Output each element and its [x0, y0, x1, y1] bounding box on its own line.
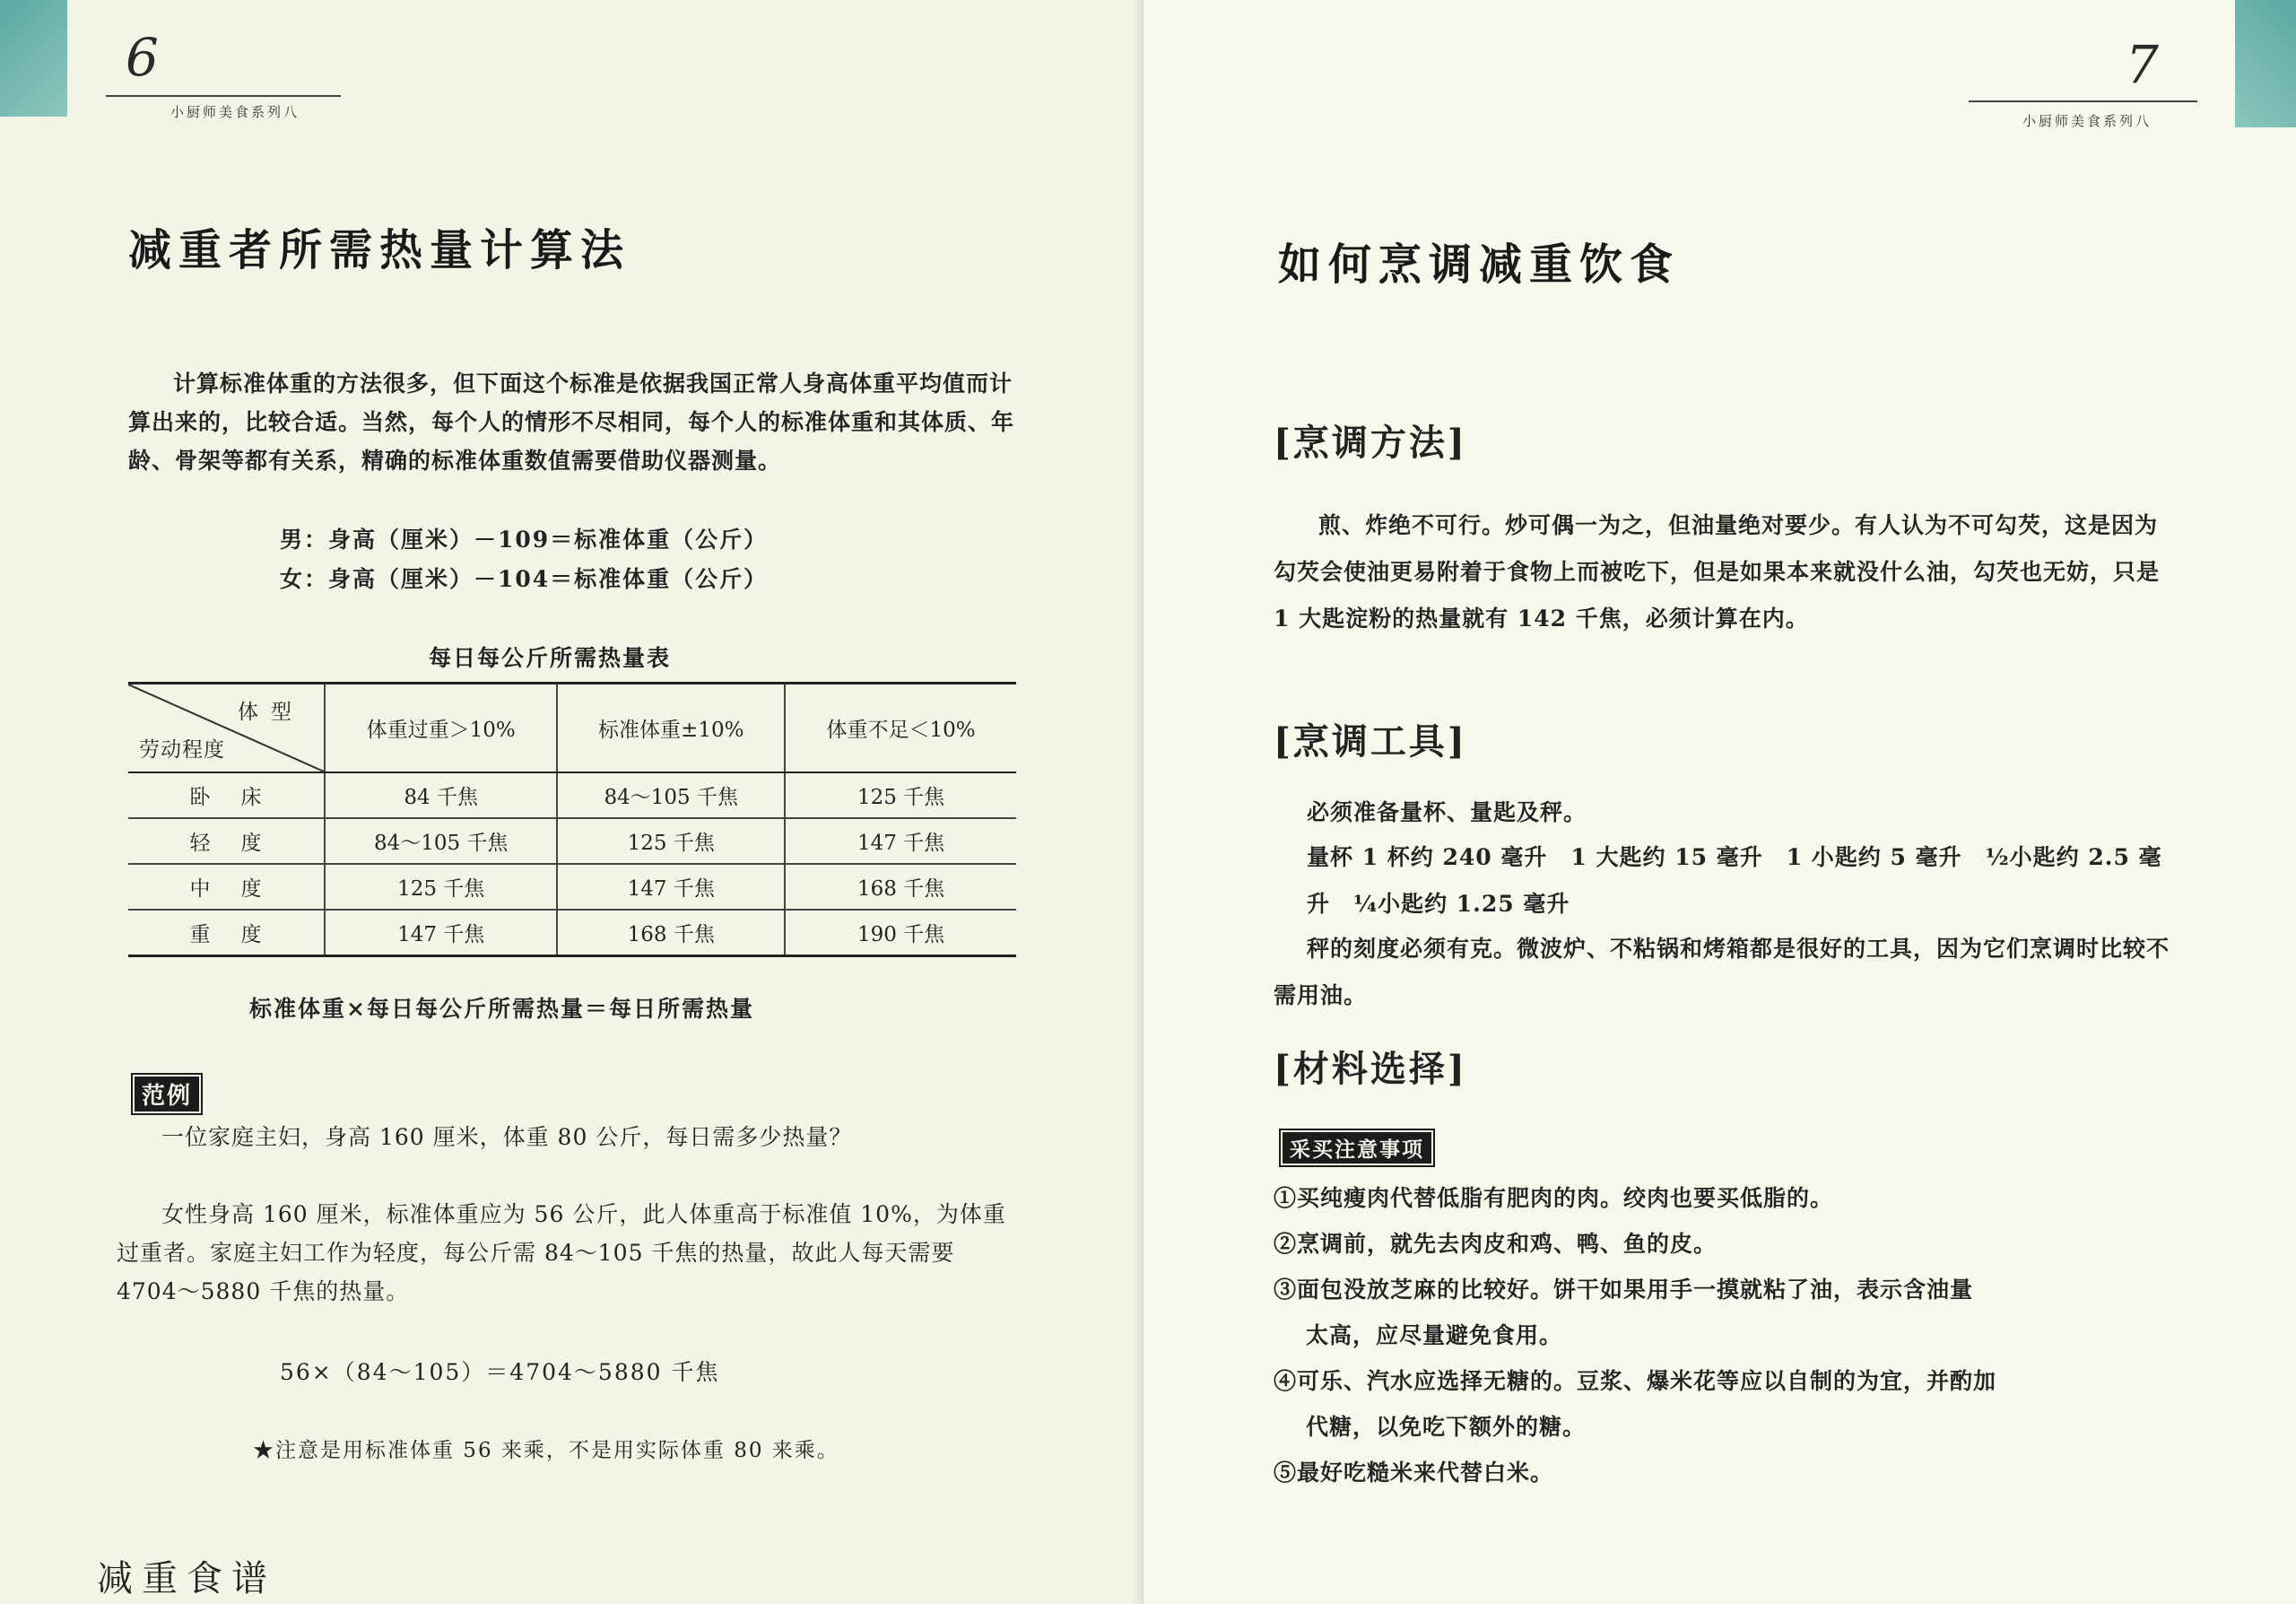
chapter-title: 减重者所需热量计算法: [128, 225, 631, 275]
table-header-row: [128, 684, 1016, 773]
book-title: 减重食谱: [97, 1558, 276, 1600]
row-label: 卧床: [128, 772, 325, 818]
table-corner-cell: [128, 684, 325, 773]
list-number: ④: [1274, 1368, 1298, 1394]
list-text: 买纯瘦肉代替低脂有肥肉的肉。绞肉也要买低脂的。: [1297, 1185, 1834, 1211]
table-row: [128, 772, 1016, 818]
table-row: [128, 910, 1016, 956]
formula-female: 女：身高（厘米）－104＝标准体重（公斤）: [280, 566, 769, 592]
right-page: [1144, 0, 2296, 1604]
table-header-cell: 体重过重＞10%: [325, 684, 557, 773]
page-number: 6: [126, 27, 159, 88]
example-calc: 56×（84～105）＝4704～5880 千焦: [280, 1359, 720, 1385]
table-cell: 84 千焦: [325, 772, 557, 818]
table-title: 每日每公斤所需热量表: [429, 645, 672, 671]
table-cell: 125 千焦: [325, 864, 557, 910]
tools-line-1: 必须准备量杯、量匙及秤。: [1307, 799, 1587, 825]
corner-tab-right: [2235, 0, 2296, 127]
buy-notes-tag: 采买注意事项: [1283, 1132, 1431, 1164]
list-number: ②: [1274, 1231, 1298, 1257]
list-text-continued: 太高，应尽量避免食用。: [1306, 1322, 1563, 1348]
table-cell: 190 千焦: [785, 910, 1016, 956]
header-rule: [106, 95, 341, 97]
list-text: 烹调前，就先去肉皮和鸡、鸭、鱼的皮。: [1297, 1231, 1718, 1257]
formula-male: 男：身高（厘米）－109＝标准体重（公斤）: [280, 527, 769, 553]
formula-total: 标准体重×每日每公斤所需热量＝每日所需热量: [249, 996, 754, 1022]
section-head-material-selection: [材料选择]: [1274, 1048, 1467, 1090]
corner-tab-left: [0, 0, 67, 117]
table-row: [128, 864, 1016, 910]
section-head-cooking-method: [烹调方法]: [1274, 422, 1467, 464]
list-number: ③: [1274, 1277, 1298, 1303]
list-number: ①: [1274, 1185, 1298, 1211]
table-cell: 84～105 千焦: [557, 772, 785, 818]
corner-label-top: 体型: [238, 701, 304, 724]
list-text-continued: 代糖，以免吃下额外的糖。: [1306, 1414, 1587, 1440]
list-item: [1274, 1267, 2170, 1358]
heat-table: [128, 682, 1016, 957]
list-number: ⑤: [1274, 1460, 1298, 1486]
series-label: 小厨师美食系列八: [2022, 113, 2152, 129]
list-text: 面包没放芝麻的比较好。饼干如果用手一摸就粘了油，表示含油量: [1297, 1277, 1974, 1303]
table-cell: 125 千焦: [557, 818, 785, 864]
tools-line-3: 秤的刻度必须有克。微波炉、不粘锅和烤箱都是很好的工具，因为它们烹调时比较不需用油。: [1274, 936, 2170, 1008]
corner-label-bottom: 劳动程度: [139, 738, 225, 762]
table-cell: 147 千焦: [325, 910, 557, 956]
row-label: 重度: [128, 910, 325, 956]
row-label: 中度: [128, 864, 325, 910]
section-head-cooking-tools: [烹调工具]: [1274, 720, 1467, 763]
table-cell: 147 千焦: [557, 864, 785, 910]
list-item: [1274, 1175, 2170, 1221]
example-answer: 女性身高 160 厘米，标准体重应为 56 公斤，此人体重高于标准值 10%，为体重过重者。家庭主妇工作为轻度，每公斤需 84～105 千焦的热量，故此人每天需要 4704～5880 千焦的热量。: [117, 1201, 1006, 1304]
cooking-method-text: 煎、炸绝不可行。炒可偶一为之，但油量绝对要少。有人认为不可勾芡，这是因为勾芡会使油更易附着于食物上而被吃下，但是如果本来就没什么油，勾芡也无妨，只是 1 大匙淀粉的热量就有 142 千焦，必须计算在内。: [1274, 512, 2161, 632]
table-cell: 84～105 千焦: [325, 818, 557, 864]
table-cell: 168 千焦: [557, 910, 785, 956]
table-header-cell: 体重不足＜10%: [785, 684, 1016, 773]
page-number: 7: [2126, 34, 2159, 95]
example-question: 一位家庭主妇，身高 160 厘米，体重 80 公斤，每日需多少热量？: [161, 1124, 853, 1150]
intro-paragraph: 计算标准体重的方法很多，但下面这个标准是依据我国正常人身高体重平均值而计算出来的，比较合适。当然，每个人的情形不尽相同，每个人的标准体重和其体质、年龄、骨架等都有关系，精确的标准体重数值需要借助仪器测量。: [128, 370, 1015, 474]
list-text: 可乐、汽水应选择无糖的。豆浆、爆米花等应以自制的为宜，并酌加: [1297, 1368, 1997, 1394]
table-cell: 125 千焦: [785, 772, 1016, 818]
series-label: 小厨师美食系列八: [170, 104, 300, 120]
row-label: 轻度: [128, 818, 325, 864]
list-item: [1274, 1450, 2170, 1495]
example-tag: 范例: [135, 1077, 199, 1111]
list-item: [1274, 1221, 2170, 1267]
table-header-cell: 标准体重±10%: [557, 684, 785, 773]
list-text: 最好吃糙米来代替白米。: [1297, 1460, 1554, 1486]
chapter-title: 如何烹调减重饮食: [1278, 240, 1681, 290]
table-cell: 168 千焦: [785, 864, 1016, 910]
left-page: [0, 0, 1144, 1604]
list-item: [1274, 1358, 2170, 1450]
table-cell: 147 千焦: [785, 818, 1016, 864]
note-text: ★注意是用标准体重 56 来乘，不是用实际体重 80 来乘。: [253, 1439, 839, 1462]
header-rule: [1969, 100, 2197, 102]
table-row: [128, 818, 1016, 864]
tools-line-2: 量杯 1 杯约 240 毫升 1 大匙约 15 毫升 1 小匙约 5 毫升 ½小匙约 2.5 毫升 ¼小匙约 1.25 毫升: [1307, 844, 2162, 917]
